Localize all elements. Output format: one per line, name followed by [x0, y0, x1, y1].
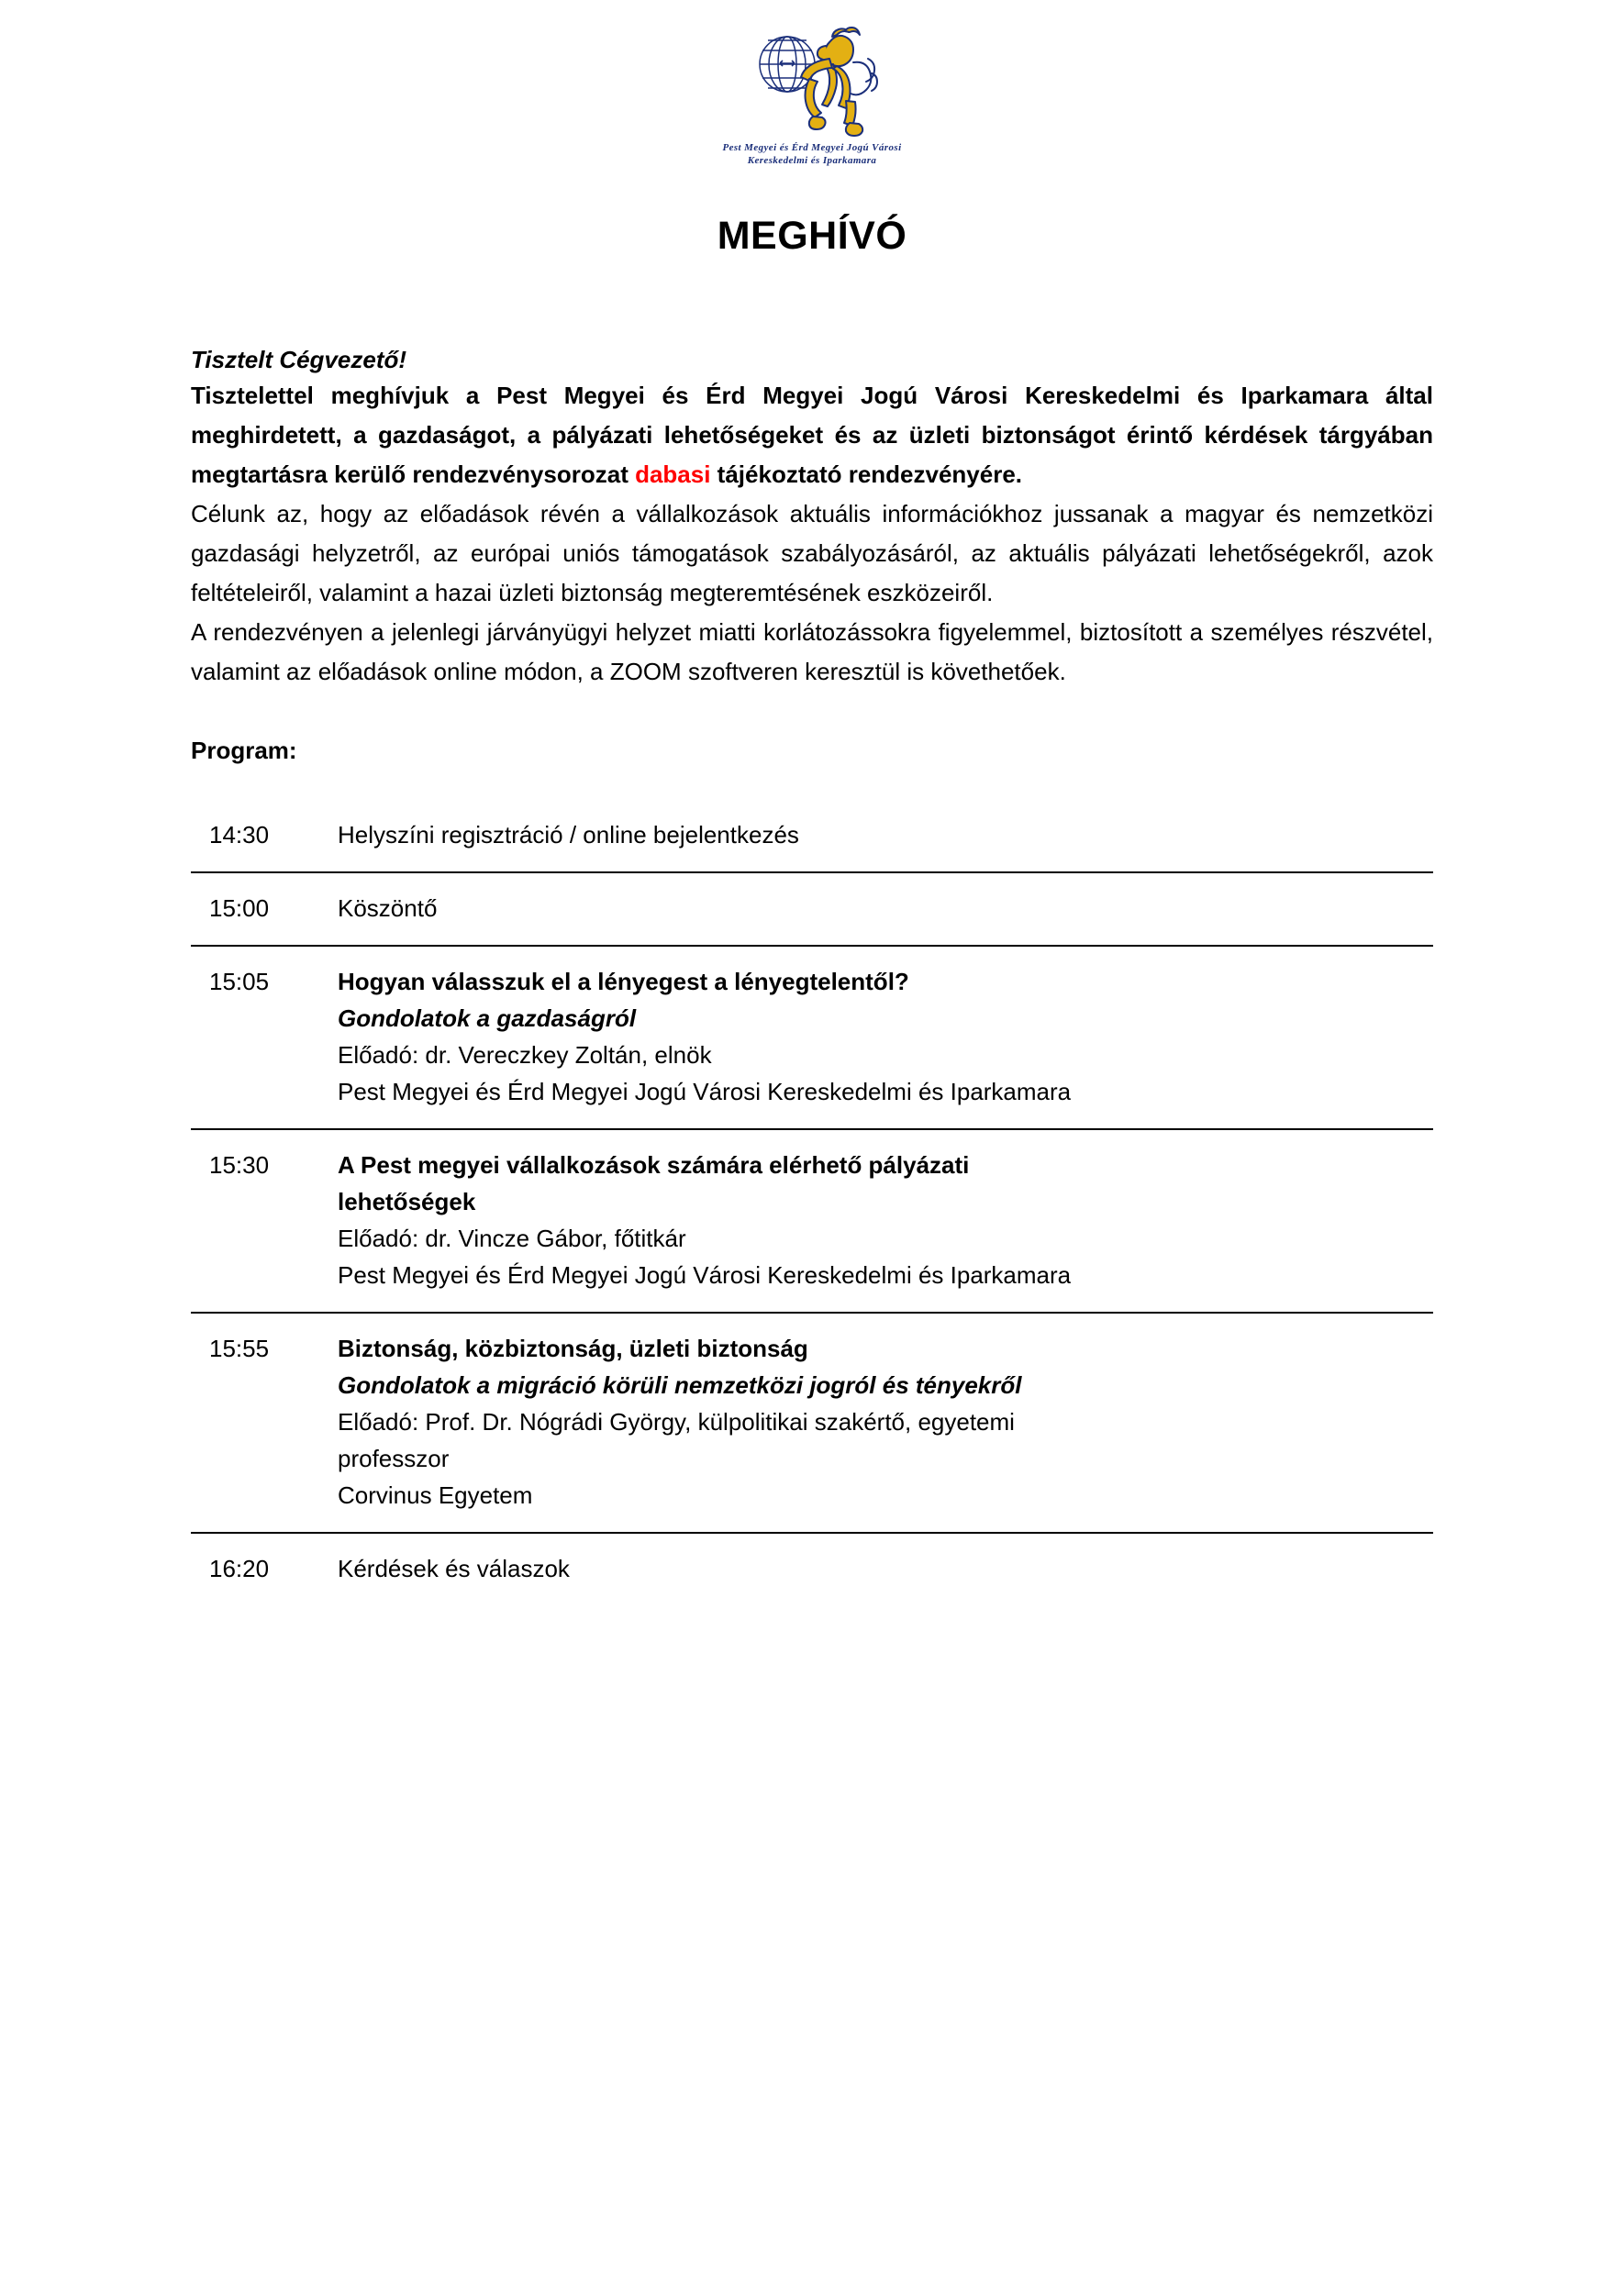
program-description-cell	[338, 1313, 1433, 1533]
program-description-line: Pest Megyei és Érd Megyei Jogú Városi Kereskedelmi és Iparkamara	[338, 1078, 1072, 1106]
program-description-cell	[338, 1129, 1433, 1313]
program-description-cell	[338, 946, 1433, 1129]
table-row	[191, 1313, 1433, 1533]
program-description-cell	[338, 872, 1433, 946]
logo-caption	[722, 141, 901, 167]
table-row	[191, 946, 1433, 1129]
page-title: MEGHÍVÓ	[717, 214, 907, 258]
program-schedule-table	[191, 800, 1433, 1605]
intro-highlight-dabasi: dabasi	[635, 460, 711, 489]
program-time-cell: 15:00	[191, 872, 338, 946]
goal-paragraph: Célunk az, hogy az előadások révén a vállalkozások aktuális információkhoz jussanak a magyar és nemzetközi gazdasági helyzetről, az európai uniós támogatások szabályozásáról, az aktuális pályázati lehetőségekről, azok feltételeiről, valamint a hazai üzleti biztonság megteremtésének eszközeiről.	[191, 500, 1433, 607]
program-description-line: Köszöntő	[338, 894, 438, 923]
program-description-line: Gondolatok a migráció körüli nemzetközi jogról és tényekről	[338, 1371, 1022, 1400]
program-description-line: A Pest megyei vállalkozások számára elérhető pályázati	[338, 1151, 970, 1180]
program-description-line: Gondolatok a gazdaságról	[338, 1004, 637, 1033]
program-description-line: Biztonság, közbiztonság, üzleti biztonság	[338, 1335, 808, 1363]
program-description-line: Pest Megyei és Érd Megyei Jogú Városi Kereskedelmi és Iparkamara	[338, 1261, 1072, 1290]
program-description-line: Corvinus Egyetem	[338, 1481, 533, 1510]
intro-part-2: tájékoztató rendezvényére.	[710, 460, 1023, 489]
program-description-line: professzor	[338, 1445, 450, 1473]
program-description-line: lehetőségek	[338, 1188, 476, 1216]
attendance-paragraph: A rendezvényen a jelenlegi járványügyi helyzet miatti korlátozássokra figyelemmel, biztosított a személyes részvétel, valamint az előadások online módon, a ZOOM szoftveren keresztül is követhetőek.	[191, 618, 1433, 686]
program-description-line: Előadó: Prof. Dr. Nógrádi György, külpolitikai szakértő, egyetemi	[338, 1408, 1015, 1436]
logo-caption-line-1: Pest Megyei és Érd Megyei Jogú Városi	[722, 142, 902, 153]
intro-paragraph	[191, 376, 1433, 494]
table-row	[191, 872, 1433, 946]
program-description-cell	[338, 800, 1433, 872]
program-heading: Program:	[191, 737, 297, 765]
program-description-line: Hogyan válasszuk el a lényegest a lényegtelentől?	[338, 968, 909, 996]
program-description-line: Előadó: dr. Vereczkey Zoltán, elnök	[338, 1041, 712, 1070]
intro-part-1: Tisztelettel meghívjuk a Pest Megyei és Érd Megyei Jogú Városi Kereskedelmi és Iparkamara által meghirdetett, a gazdaságot, a pályázati lehetőségeket és az üzleti biztonságot érintő kérdések tárgyában megtartásra kerülő rendezvénysorozat	[191, 382, 1433, 489]
program-time-cell: 15:55	[191, 1313, 338, 1533]
program-description-line: Kérdések és válaszok	[338, 1555, 570, 1583]
program-description-line: Előadó: dr. Vincze Gábor, főtitkár	[338, 1225, 686, 1253]
table-row	[191, 1129, 1433, 1313]
program-time-cell: 15:30	[191, 1129, 338, 1313]
program-time-cell: 16:20	[209, 1555, 270, 1583]
lion-globe-crest-icon	[734, 22, 890, 139]
program-time-cell: 14:30	[191, 800, 338, 872]
program-description-line: Helyszíni regisztráció / online bejelentkezés	[338, 821, 799, 849]
table-row	[191, 800, 1433, 872]
salutation: Tisztelt Cégvezető!	[191, 346, 407, 374]
logo-caption-line-2: Kereskedelmi és Iparkamara	[747, 155, 877, 166]
chamber-logo	[191, 0, 1433, 167]
table-row	[191, 1533, 1433, 1605]
program-time-cell: 15:05	[191, 946, 338, 1129]
program-description-cell	[338, 1533, 1433, 1605]
